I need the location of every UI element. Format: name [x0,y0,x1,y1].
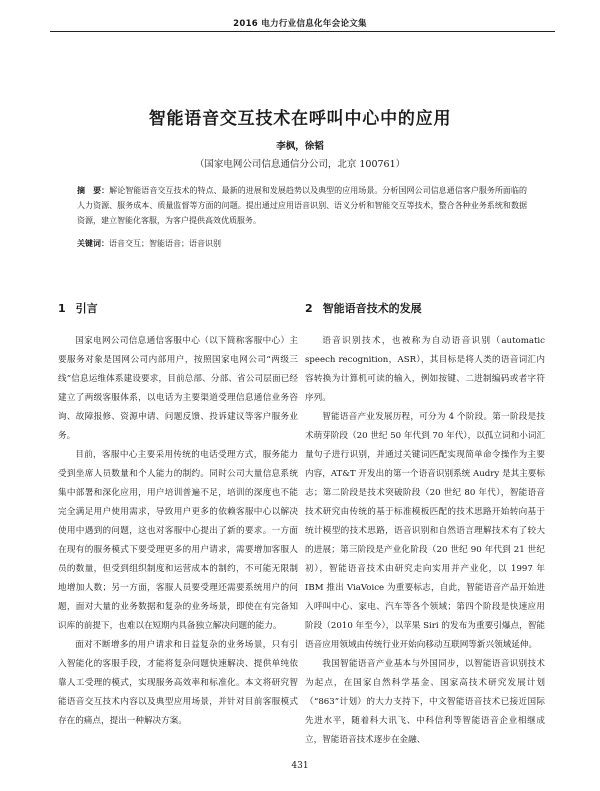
section-number: 1 [58,302,66,315]
right-column [305,300,545,750]
paragraph: 面对不断增多的用户请求和日益复杂的业务场景，只有引入智能化的客服手段，才能将复杂问题快速解决、提供单纯依靠人工受理的模式，实现服务高效率和标准化。本文将研究智能语音交互技术内容以及典型应用场景，并针对目前客服模式存在的痛点，提出一种解决方案。 [58,640,298,726]
section-heading-development [305,300,545,320]
paragraph: 目前，客服中心主要采用传统的电话受理方式，服务能力受到坐席人员数量和个人能力的制约。同时公司大量信息系统集中部署和深化应用，用户培训普遍不足，培训的深度也不能完全满足用户使用需求，导致用户更多的依赖客服中心以解决使用中遇到的问题，这也对客服中心提出了新的要求。一方面在现有的服务模式下要受理更多的用户请求，需要增加客服人员的数量，但受到组织制度和运营成本的制约，不可能无限制地增加人数；另一方面，客服人员要受理还需要系统用户的问题，面对大量的业务数据和复杂的业务场景，即使在有完备知识库的前提下，也难以在短期内具备独立解决问题的能力。 [58,450,298,631]
abstract-text: 解论智能语音交互技术的特点、最新的进展和发展趋势以及典型的应用场景。分析国网公司信息通信客户服务所面临的人力资源、服务成本、质量监督等方面的问题。提出通过应用语音识别、语义分析和智能交互等技术，整合各种业务系统和数据资源，建立智能化客服，为客户提供高效优质服务。 [77,186,528,225]
section-title: 智能语音技术的发展 [322,302,422,315]
paragraph: 语音识别技术，也被称为自动语音识别（automatic speech recognition，ASR），其目标是将人类的语音词汇内容转换为计算机可读的输入，例如按键、二进制编码或者字符序列。 [305,336,545,403]
paper-title: 智能语音交互技术在呼叫中心中的应用 [148,109,452,129]
section-heading-introduction [58,300,298,320]
abstract-label: 摘 要： [77,186,110,195]
keywords [77,238,527,249]
running-head: 2016 电力行业信息化年会论文集 [233,19,367,29]
section-number: 2 [305,302,313,315]
paragraph: 国家电网公司信息通信客服中心（以下简称客服中心）主要服务对象是国网公司内部用户，按照国家电网公司“两级三线”信息运维体系建设要求，目前总部、分部、省公司层面已经建立了两级客服体系，以电话为主要渠道受理信息通信业务咨询、故障报修、资源申请、问题反馈、投诉建议等客户服务业务。 [58,336,298,441]
left-column [58,300,298,731]
keywords-text: 语音交互；智能语音；语音识别 [109,239,221,248]
keywords-label: 关键词： [77,239,109,248]
header-rule [50,31,555,32]
authors: 李枫，徐韬 [276,141,324,152]
page-number: 431 [291,761,309,771]
abstract [77,184,527,228]
paragraph: 智能语音产业发展历程，可分为 4 个阶段。第一阶段是技术萌芽阶段（20 世纪 50 年代到 70 年代），以孤立词和小词汇量句子进行识别，并通过关键词匹配实现简单命令操作为主要内容，AT&T 开发出的第一个语音识别系统 Audry 是其主要标志；第二阶段是技术突破阶段（20 世纪 80 年代），智能语音技术研究由传统的基于标准模板匹配的技术思路开始转向基于统计模型的技术思路，语音识别和自然语言理解技术有了较大的进展；第三阶段是产业化阶段（20 世纪 90 年代到 21 世纪初），智能语音技术由研究走向实用并产业化，以 1997 年 IBM 推出 ViaVoice 为重要标志，自此，智能语音产品开始进入呼叫中心、家电、汽车等各个领域；第四个阶段是快速应用阶段（2010 年至今），以苹果 Siri 的发布为重要引爆点，智能语音应用领域由传统行业开始向移动互联网等新兴领域延伸。 [305,412,545,650]
paragraph: 我国智能语音产业基本与外国同步，以智能语音识别技术为起点，在国家自然科学基金、国家高技术研究发展计划（“863”计划）的大力支持下，中文智能语音技术已接近国际先进水平，随着科大讯飞、中科信利等智能语音企业相继成立，智能语音技术逐步在金融、 [305,659,545,745]
affiliation: （国家电网公司信息通信分公司，北京 100761） [194,159,406,170]
section-title: 引言 [75,302,98,315]
